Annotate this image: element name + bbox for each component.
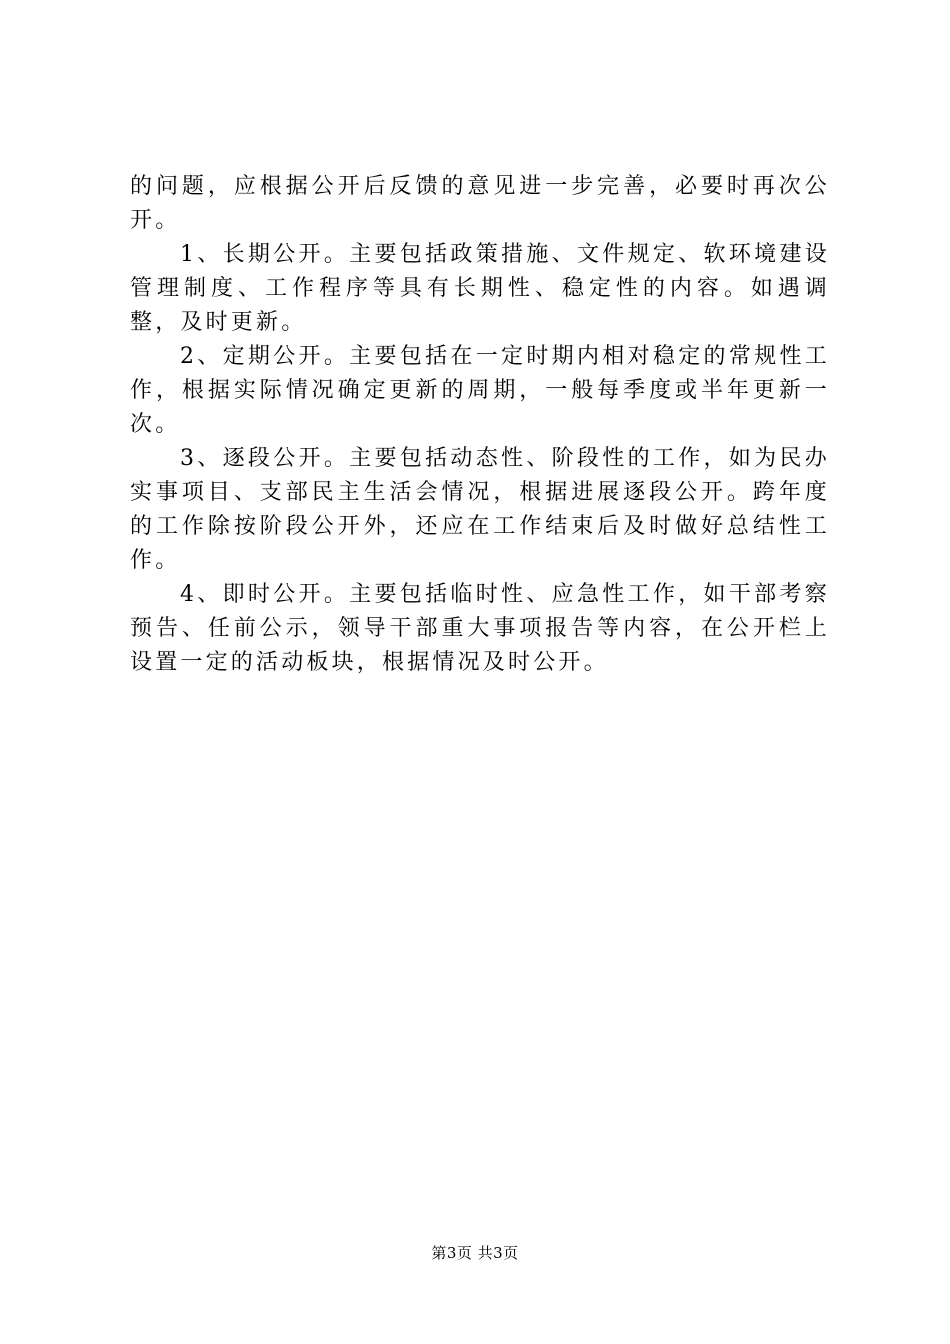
paragraph-long-term-disclosure: 1、长期公开。主要包括政策措施、文件规定、软环境建设管理制度、工作程序等具有长期性、稳定性的内容。如遇调整，及时更新。 [130, 242, 830, 335]
paragraph-immediate-disclosure: 4、即时公开。主要包括临时性、应急性工作，如干部考察预告、任前公示，领导干部重大事项报告等内容，在公开栏上设置一定的活动板块，根据情况及时公开。 [130, 582, 830, 675]
document-body [130, 170, 830, 680]
paragraph-periodic-disclosure: 2、定期公开。主要包括在一定时期内相对稳定的常规性工作，根据实际情况确定更新的周期，一般每季度或半年更新一次。 [130, 344, 830, 437]
page-number-footer: 第3页 共3页 [431, 1244, 519, 1262]
paragraph-staged-disclosure: 3、逐段公开。主要包括动态性、阶段性的工作，如为民办实事项目、支部民主生活会情况，根据进展逐段公开。跨年度的工作除按阶段公开外，还应在工作结束后及时做好总结性工作。 [130, 446, 830, 573]
paragraph-continuation: 的问题，应根据公开后反馈的意见进一步完善，必要时再次公开。 [130, 174, 830, 233]
